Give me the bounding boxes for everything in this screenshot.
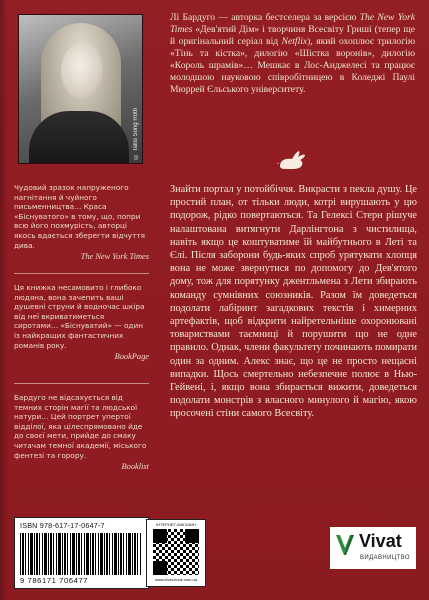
vivat-logo-icon (335, 533, 355, 557)
quote-source: The New York Times (80, 252, 149, 262)
barcode (20, 533, 142, 575)
author-face (61, 43, 103, 99)
bio-text-1: Лі Бардуго — авторка бестселера за версією (170, 12, 360, 23)
qr-bottom-text: www.vivat-book.com.ua (154, 577, 197, 582)
rabbit-icon (276, 150, 308, 172)
publisher-name: Vivat (359, 531, 402, 551)
quote-text: Чудовий зразок напруженого нагнітання й чуйного письменництва… Краса «Біснуватого» в тому, що, попри всю його похмурість, авторці якось вдається зберегти відчуття дива. (14, 183, 146, 250)
quote-bookpage (14, 283, 149, 362)
author-bio (170, 12, 415, 96)
quote-nyt (14, 183, 149, 262)
author-body (29, 111, 129, 164)
photo-credit: © Tallis Song Roth (133, 108, 139, 159)
book-synopsis: Знайти портал у потойбіччя. Викрасти з пекла душу. Це простий план, от тільки люди, котрі вирушають у цю подорож, рідко повертаються. Та Гелексі Стерн рішуче налаштована витягнути Дарлінгтона з чистилища, навіть якщо це коштуватиме їй майбутнього в Леті та Єлі. Після заборони будь-яких спроб урятувати хлопця вона не може звернутися по допомогу до Дев'ятого дому, тож для порятунку джентльмена з Лети збирають команду сумнівних союзників. Разом їм доведеться подолати лабіринт загадкових текстів і химерних артефактів, щоб відкрити найретельніше охоронювані товариствами таємниці й порушити що не одне правило. Однак, члени факультету починають помирати один за одним. Алекс знає, що це не просто нещасні випадки. Щось смертельно небезпечне полює в Нью-Гейвені, і, якщо вона збирається вижити, доведеться подолати монстрів з власного минулого й магію, якою просочені стіни самого Всесвіту. (170, 184, 417, 420)
publisher-logo (330, 527, 416, 569)
bio-nyt: The New York Times (170, 12, 415, 35)
spine-shadow (0, 0, 8, 600)
bio-netflix: Netflix (281, 36, 308, 47)
isbn-barcode (14, 517, 149, 589)
quote-divider (14, 383, 149, 384)
qr-code-box (146, 519, 206, 587)
publisher-sub: ВИДАВНИЦТВО (360, 555, 411, 561)
author-photo (18, 14, 143, 164)
quote-text: Ця книжка несамовито і глибоко людяна, вона зачепить вашi душевні струни й водночас шкіра від неї вкриватиметься сиротами… «Біснуватий» — один із найкращих фантастичних романів року. (14, 283, 145, 350)
qr-code (153, 529, 199, 575)
quote-text: Бардуго не відсахується від темних сторін магії та людської натури… Цей портрет упертої відділої, яка цілеспрямовано йде до своєї мети, прийде до смаку читачам темної академії, міського фентезі та горору. (14, 393, 147, 460)
quote-booklist (14, 393, 149, 472)
quote-source: BookPage (114, 352, 149, 362)
quote-divider (14, 273, 149, 274)
bio-text-3: ), який охоплює трилогію «Тінь та кістка», дилогію «Шістка воронів», дилогію «Король шрамів»… Мешкає в Лос-Анджелесі та працює молодшою науковою співробітницею в Коледжі Паулі Мюррей Єльського університету. (170, 36, 415, 95)
bio-text-2: «Дев'ятий Дім» і творчиня Всесвіту Гриші (тепер ще й оригінальний серіал від (170, 24, 415, 47)
quote-source: Booklist (121, 462, 149, 472)
isbn-label: ISBN 978-617-17-0647-7 (20, 521, 105, 530)
isbn-digits: 9 786171 706477 (20, 576, 89, 585)
qr-top-text: ІНТЕРНЕТ-МАГАЗИН (156, 522, 196, 527)
